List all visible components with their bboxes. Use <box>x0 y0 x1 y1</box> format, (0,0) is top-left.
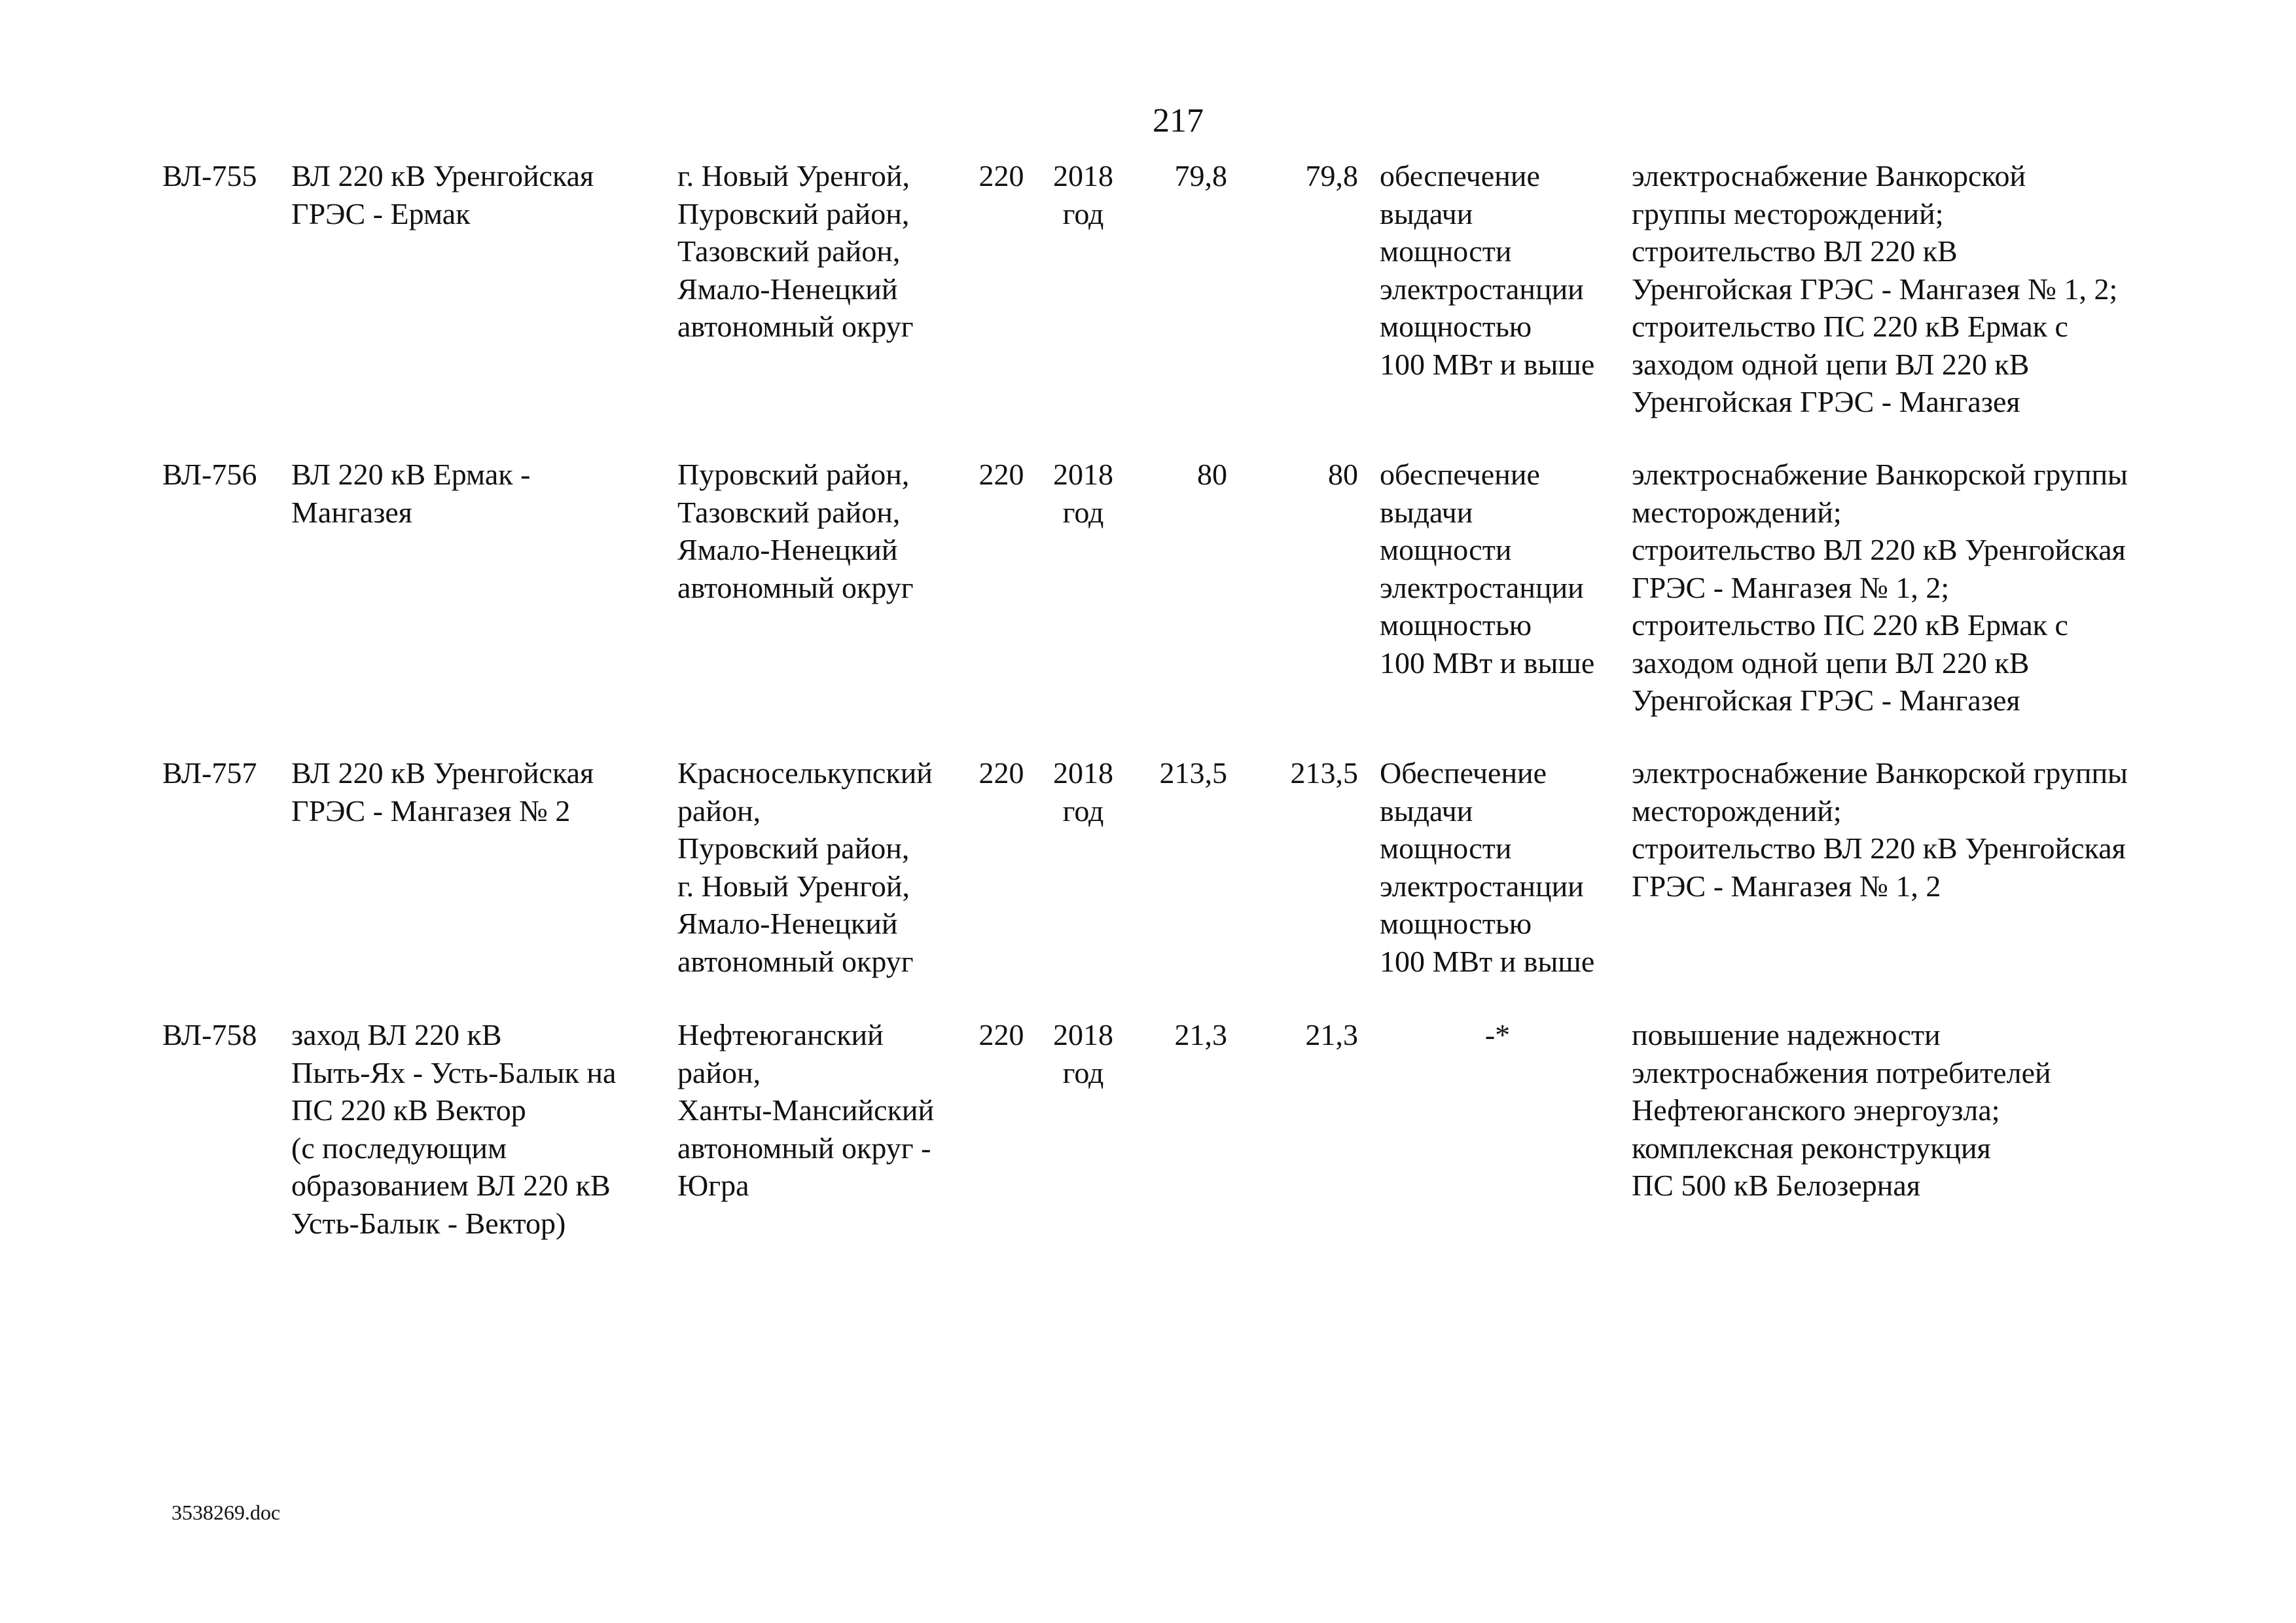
line-location <box>677 754 965 980</box>
cell-line: строительство ВЛ 220 кВ <box>1632 234 1958 268</box>
line-note <box>1632 1016 2221 1205</box>
line-code: ВЛ-758 <box>162 1018 257 1051</box>
cell-line: образованием ВЛ 220 кВ <box>291 1169 611 1202</box>
cell-line: Пыть-Ях - Усть-Балык на <box>291 1055 617 1089</box>
commission-year <box>1041 1016 1126 1091</box>
cell-line: месторождений; <box>1632 793 1842 828</box>
line-length: 79,8 <box>1174 159 1227 192</box>
cell-line: 100 МВт и выше <box>1380 944 1595 978</box>
line-length-total: 80 <box>1328 458 1358 491</box>
cell-line: 100 МВт и выше <box>1380 646 1595 680</box>
page-number: 217 <box>1153 102 1204 139</box>
cell-line: выдачи <box>1380 196 1473 230</box>
cell-line: мощности <box>1380 234 1512 268</box>
line-note <box>1632 157 2221 421</box>
cell-line: строительство ВЛ 220 кВ Уренгойская <box>1632 831 2126 865</box>
line-length: 21,3 <box>1174 1018 1227 1051</box>
cell-line: 2018 <box>1053 756 1113 790</box>
cell-line: автономный округ - <box>677 1131 931 1165</box>
cell-line: Ямало-Ненецкий <box>677 533 898 566</box>
cell-line: 2018 <box>1053 1018 1113 1051</box>
cell-line: Тазовский район, <box>677 495 901 529</box>
line-purpose <box>1380 456 1628 682</box>
cell-line: выдачи <box>1380 793 1473 828</box>
cell-line: строительство ПС 220 кВ Ермак с <box>1632 310 2068 343</box>
cell-line: год <box>1062 793 1104 828</box>
cell-line: электроснабжение Ванкорской группы <box>1632 756 2128 790</box>
cell-line: заходом одной цепи ВЛ 220 кВ <box>1632 347 2030 381</box>
line-name <box>291 456 668 531</box>
line-note <box>1632 456 2221 720</box>
cell-line: комплексная реконструкция <box>1632 1131 1991 1165</box>
cell-line: Ханты-Мансийский <box>677 1093 935 1127</box>
cell-line: г. Новый Уренгой, <box>677 159 910 192</box>
line-length: 80 <box>1197 458 1227 491</box>
cell-line: ГРЭС - Мангазея № 1, 2; <box>1632 570 1950 604</box>
line-location <box>677 157 965 346</box>
cell-line: ГРЭС - Мангазея № 1, 2 <box>1632 869 1941 903</box>
cell-line: ГРЭС - Ермак <box>291 196 471 230</box>
cell-line: Мангазея <box>291 495 412 529</box>
cell-line: Ямало-Ненецкий <box>677 907 898 940</box>
cell-line: Красноселькупский <box>677 756 933 790</box>
cell-line: Нефтеюганского энергоузла; <box>1632 1093 2000 1127</box>
document-filename: 3538269.doc <box>171 1501 281 1524</box>
commission-year <box>1041 754 1126 830</box>
line-code: ВЛ-755 <box>162 159 257 192</box>
cell-line: электроснабжение Ванкорской группы <box>1632 458 2128 491</box>
cell-line: ГРЭС - Мангазея № 2 <box>291 793 571 828</box>
cell-line: 2018 <box>1053 159 1113 192</box>
cell-line: повышение надежности <box>1632 1018 1941 1051</box>
line-voltage: 220 <box>978 458 1024 491</box>
line-note <box>1632 754 2221 905</box>
cell-line: год <box>1062 1055 1104 1089</box>
cell-line: строительство ВЛ 220 кВ Уренгойская <box>1632 533 2126 566</box>
cell-line: ВЛ 220 кВ Ермак - <box>291 458 531 491</box>
cell-line: заход ВЛ 220 кВ <box>291 1018 502 1051</box>
cell-line: Обеспечение <box>1380 756 1547 790</box>
cell-line: мощности <box>1380 533 1512 566</box>
cell-line: электростанции <box>1380 570 1584 604</box>
cell-line: строительство ПС 220 кВ Ермак с <box>1632 608 2068 642</box>
line-length-total: 213,5 <box>1290 756 1358 790</box>
cell-line: район, <box>677 1055 761 1089</box>
cell-line: -* <box>1484 1018 1511 1051</box>
cell-line: 2018 <box>1053 458 1113 491</box>
cell-line: Югра <box>677 1169 749 1202</box>
line-code: ВЛ-757 <box>162 756 257 790</box>
cell-line: группы месторождений; <box>1632 196 1944 230</box>
line-purpose <box>1380 157 1628 383</box>
cell-line: заходом одной цепи ВЛ 220 кВ <box>1632 646 2030 680</box>
cell-line: мощности <box>1380 831 1512 865</box>
cell-line: электростанции <box>1380 272 1584 306</box>
cell-line: Пуровский район, <box>677 196 910 230</box>
cell-line: электроснабжение Ванкорской <box>1632 159 2026 192</box>
line-length: 213,5 <box>1159 756 1227 790</box>
line-purpose <box>1380 1016 1615 1054</box>
commission-year <box>1041 456 1126 531</box>
cell-line: 100 МВт и выше <box>1380 347 1595 381</box>
cell-line: год <box>1062 196 1104 230</box>
cell-line: мощностью <box>1380 608 1532 642</box>
cell-line: автономный округ <box>677 944 914 978</box>
cell-line: месторождений; <box>1632 495 1842 529</box>
line-location <box>677 1016 965 1205</box>
cell-line: мощностью <box>1380 907 1532 940</box>
line-voltage: 220 <box>978 159 1024 192</box>
cell-line: Пуровский район, <box>677 831 910 865</box>
cell-line: ПС 500 кВ Белозерная <box>1632 1169 1920 1202</box>
line-purpose <box>1380 754 1628 980</box>
line-length-total: 21,3 <box>1305 1018 1358 1051</box>
cell-line: Уренгойская ГРЭС - Мангазея <box>1632 684 2020 717</box>
cell-line: (с последующим <box>291 1131 507 1165</box>
line-name <box>291 754 668 830</box>
cell-line: электростанции <box>1380 869 1584 903</box>
cell-line: выдачи <box>1380 495 1473 529</box>
line-code: ВЛ-756 <box>162 458 257 491</box>
cell-line: Уренгойская ГРЭС - Мангазея <box>1632 385 2020 418</box>
cell-line: обеспечение <box>1380 458 1540 491</box>
cell-line: Ямало-Ненецкий <box>677 272 898 306</box>
cell-line: Нефтеюганский <box>677 1018 884 1051</box>
cell-line: ВЛ 220 кВ Уренгойская <box>291 756 594 790</box>
line-location <box>677 456 965 606</box>
cell-line: г. Новый Уренгой, <box>677 869 910 903</box>
cell-line: Пуровский район, <box>677 458 910 491</box>
cell-line: электроснабжения потребителей <box>1632 1055 2051 1089</box>
cell-line: автономный округ <box>677 310 914 343</box>
line-length-total: 79,8 <box>1305 159 1358 192</box>
cell-line: Тазовский район, <box>677 234 901 268</box>
line-name <box>291 157 668 232</box>
cell-line: ВЛ 220 кВ Уренгойская <box>291 159 594 192</box>
commission-year <box>1041 157 1126 232</box>
line-voltage: 220 <box>978 1018 1024 1051</box>
cell-line: Уренгойская ГРЭС - Мангазея № 1, 2; <box>1632 272 2118 306</box>
line-voltage: 220 <box>978 756 1024 790</box>
cell-line: год <box>1062 495 1104 529</box>
cell-line: обеспечение <box>1380 159 1540 192</box>
line-name <box>291 1016 668 1242</box>
cell-line: Усть-Балык - Вектор) <box>291 1206 566 1240</box>
cell-line: ПС 220 кВ Вектор <box>291 1093 526 1127</box>
cell-line: мощностью <box>1380 310 1532 343</box>
cell-line: автономный округ <box>677 570 914 604</box>
cell-line: район, <box>677 793 761 828</box>
